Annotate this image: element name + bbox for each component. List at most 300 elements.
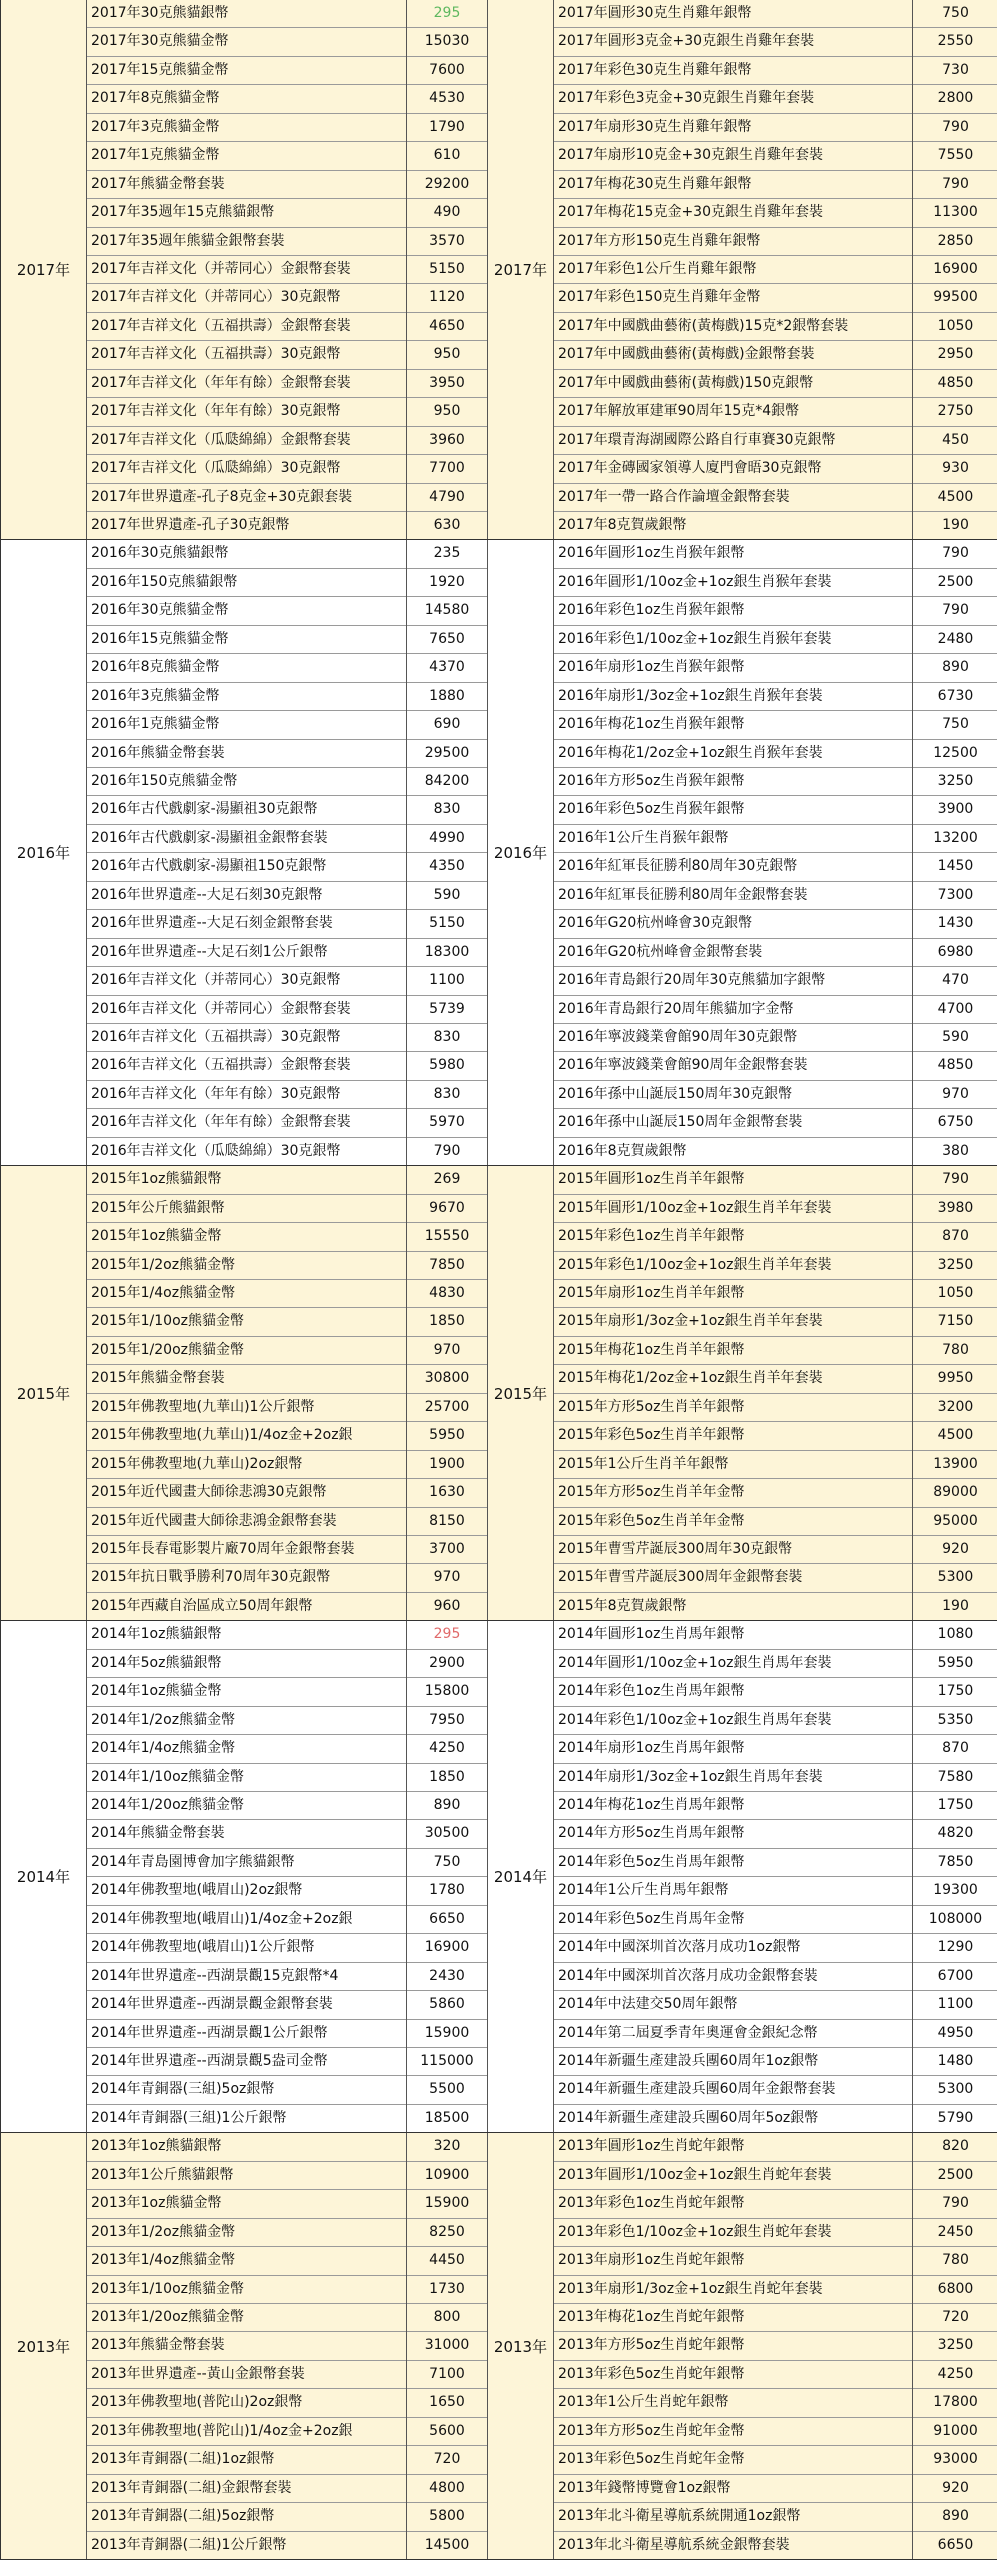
coin-name: 2013年青銅器(二組)1oz銀幣 bbox=[87, 2446, 406, 2473]
coin-name: 2016年吉祥文化（并蒂同心）金銀幣套裝 bbox=[87, 996, 406, 1023]
coin-price: 1730 bbox=[407, 2276, 487, 2303]
table-row bbox=[87, 2105, 487, 2133]
coin-price: 4650 bbox=[407, 313, 487, 340]
coin-name: 2015年佛教聖地(九華山)1公斤銀幣 bbox=[87, 1394, 406, 1421]
column-divider bbox=[86, 540, 87, 1166]
coin-name: 2016年30克熊貓銀幣 bbox=[87, 540, 406, 567]
table-row bbox=[554, 2276, 997, 2304]
table-row bbox=[87, 2133, 487, 2161]
coin-name: 2016年吉祥文化（年年有餘）金銀幣套裝 bbox=[87, 1109, 406, 1136]
coin-name: 2016年熊貓金幣套裝 bbox=[87, 740, 406, 767]
table-row bbox=[554, 910, 997, 938]
coin-name: 2015年1oz熊貓銀幣 bbox=[87, 1166, 406, 1193]
coin-name: 2014年彩色1oz生肖馬年銀幣 bbox=[554, 1678, 912, 1705]
coin-name: 2017年扇形30克生肖雞年銀幣 bbox=[554, 114, 912, 141]
table-row bbox=[87, 2304, 487, 2332]
year-block bbox=[1, 0, 997, 540]
table-row bbox=[554, 85, 997, 113]
coin-price: 4850 bbox=[913, 1052, 997, 1079]
coin-name: 2017年30克熊貓金幣 bbox=[87, 28, 406, 55]
coin-name: 2017年8克賀歲銀幣 bbox=[554, 512, 912, 539]
coin-name: 2014年彩色5oz生肖馬年銀幣 bbox=[554, 1849, 912, 1876]
table-row bbox=[87, 996, 487, 1024]
table-row bbox=[87, 1735, 487, 1763]
coin-name: 2017年吉祥文化（瓜瓞綿綿）金銀幣套裝 bbox=[87, 427, 406, 454]
coin-name: 2016年3克熊貓金幣 bbox=[87, 683, 406, 710]
table-row bbox=[87, 512, 487, 540]
coin-price: 1480 bbox=[913, 2048, 997, 2075]
coin-price: 18300 bbox=[407, 939, 487, 966]
coin-name: 2017年梅花30克生肖雞年銀幣 bbox=[554, 171, 912, 198]
coin-price: 4800 bbox=[407, 2475, 487, 2502]
coin-name: 2016年彩色1/10oz金+1oz銀生肖猴年套裝 bbox=[554, 626, 912, 653]
coin-price: 5600 bbox=[407, 2418, 487, 2445]
table-row bbox=[554, 740, 997, 768]
table-row bbox=[87, 740, 487, 768]
table-row bbox=[554, 2361, 997, 2389]
coin-name: 2017年金磚國家領導人廈門會晤30克銀幣 bbox=[554, 455, 912, 482]
coin-price: 7150 bbox=[913, 1308, 997, 1335]
coin-price: 780 bbox=[913, 2247, 997, 2274]
table-row bbox=[554, 256, 997, 284]
table-row bbox=[87, 1849, 487, 1877]
coin-name: 2015年佛教聖地(九華山)1/4oz金+2oz銀 bbox=[87, 1422, 406, 1449]
table-row bbox=[554, 341, 997, 369]
coin-name: 2017年35週年熊貓金銀幣套裝 bbox=[87, 228, 406, 255]
table-row bbox=[554, 2219, 997, 2247]
coin-name: 2016年G20杭州峰會30克銀幣 bbox=[554, 910, 912, 937]
table-row bbox=[554, 2247, 997, 2275]
table-row bbox=[554, 1252, 997, 1280]
column-divider bbox=[86, 0, 87, 540]
table-row bbox=[554, 2475, 997, 2503]
table-row bbox=[554, 484, 997, 512]
coin-name: 2014年中國深圳首次落月成功金銀幣套裝 bbox=[554, 1963, 912, 1990]
coin-name: 2017年彩色1公斤生肖雞年銀幣 bbox=[554, 256, 912, 283]
coin-name: 2016年吉祥文化（五福拱壽）金銀幣套裝 bbox=[87, 1052, 406, 1079]
table-row bbox=[554, 1536, 997, 1564]
coin-name: 2016年8克熊貓金幣 bbox=[87, 654, 406, 681]
coin-price: 3950 bbox=[407, 370, 487, 397]
coin-price: 470 bbox=[913, 967, 997, 994]
coin-name: 2016年15克熊貓金幣 bbox=[87, 626, 406, 653]
column-divider bbox=[553, 1621, 554, 2133]
coin-price: 890 bbox=[407, 1792, 487, 1819]
coin-name: 2016年青島銀行20周年熊貓加字金幣 bbox=[554, 996, 912, 1023]
coin-name: 2016年圓形1/10oz金+1oz銀生肖猴年套裝 bbox=[554, 569, 912, 596]
table-row bbox=[554, 1934, 997, 1962]
coin-price: 6730 bbox=[913, 683, 997, 710]
table-row bbox=[87, 199, 487, 227]
table-row bbox=[554, 1877, 997, 1905]
coin-price: 1850 bbox=[407, 1308, 487, 1335]
table-row bbox=[554, 2446, 997, 2474]
coin-name: 2015年長春電影製片廠70周年金銀幣套裝 bbox=[87, 1536, 406, 1563]
coin-price: 7100 bbox=[407, 2361, 487, 2388]
coin-name: 2016年梅花1oz生肖猴年銀幣 bbox=[554, 711, 912, 738]
coin-price: 870 bbox=[913, 1735, 997, 1762]
coin-price: 6800 bbox=[913, 2276, 997, 2303]
coin-name: 2015年佛教聖地(九華山)2oz銀幣 bbox=[87, 1451, 406, 1478]
coin-price: 4250 bbox=[913, 2361, 997, 2388]
table-row bbox=[87, 1138, 487, 1166]
coin-name: 2015年抗日戰爭勝利70周年30克銀幣 bbox=[87, 1564, 406, 1591]
coin-price: 890 bbox=[913, 654, 997, 681]
coin-name: 2015年梅花1oz生肖羊年銀幣 bbox=[554, 1337, 912, 1364]
coin-name: 2013年熊貓金幣套裝 bbox=[87, 2332, 406, 2359]
coin-name: 2015年彩色5oz生肖羊年金幣 bbox=[554, 1508, 912, 1535]
year-label: 2016年 bbox=[488, 540, 553, 1166]
column-divider bbox=[487, 1166, 488, 1621]
coin-name: 2013年1公斤熊貓銀幣 bbox=[87, 2162, 406, 2189]
coin-name: 2013年彩色5oz生肖蛇年銀幣 bbox=[554, 2361, 912, 2388]
table-row bbox=[554, 1422, 997, 1450]
column-divider bbox=[86, 2133, 87, 2560]
table-row bbox=[554, 967, 997, 995]
table-row bbox=[87, 882, 487, 910]
coin-name: 2015年西藏自治區成立50周年銀幣 bbox=[87, 1593, 406, 1620]
coin-price: 970 bbox=[913, 1081, 997, 1108]
table-row bbox=[87, 2076, 487, 2104]
coin-price: 750 bbox=[407, 1849, 487, 1876]
coin-price: 19300 bbox=[913, 1877, 997, 1904]
coin-name: 2016年G20杭州峰會金銀幣套裝 bbox=[554, 939, 912, 966]
table-row bbox=[87, 398, 487, 426]
table-row bbox=[87, 256, 487, 284]
coin-price: 790 bbox=[913, 114, 997, 141]
coin-name: 2015年曹雪芹誕辰300周年30克銀幣 bbox=[554, 1536, 912, 1563]
coin-name: 2017年熊貓金幣套裝 bbox=[87, 171, 406, 198]
coin-price: 6650 bbox=[407, 1906, 487, 1933]
table-row bbox=[554, 1195, 997, 1223]
table-row bbox=[87, 313, 487, 341]
coin-price: 4950 bbox=[913, 2020, 997, 2047]
coin-name: 2014年圓形1oz生肖馬年銀幣 bbox=[554, 1621, 912, 1648]
coin-price: 5150 bbox=[407, 256, 487, 283]
coin-price: 4370 bbox=[407, 654, 487, 681]
table-row bbox=[87, 1280, 487, 1308]
column-divider bbox=[86, 1621, 87, 2133]
coin-price: 1120 bbox=[407, 284, 487, 311]
table-row bbox=[554, 2076, 997, 2104]
coin-name: 2016年寧波錢業會館90周年30克銀幣 bbox=[554, 1024, 912, 1051]
coin-name: 2016年吉祥文化（年年有餘）30克銀幣 bbox=[87, 1081, 406, 1108]
table-row bbox=[554, 0, 997, 28]
table-row bbox=[554, 1052, 997, 1080]
table-row bbox=[87, 1052, 487, 1080]
coin-price: 2950 bbox=[913, 341, 997, 368]
table-row bbox=[87, 1479, 487, 1507]
coin-name: 2015年圓形1/10oz金+1oz銀生肖羊年套裝 bbox=[554, 1195, 912, 1222]
coin-name: 2013年青銅器(二組)5oz銀幣 bbox=[87, 2503, 406, 2530]
year-label: 2013年 bbox=[488, 2133, 553, 2560]
coin-price: 720 bbox=[407, 2446, 487, 2473]
coin-price: 960 bbox=[407, 1593, 487, 1620]
coin-price: 30500 bbox=[407, 1820, 487, 1847]
coin-price: 29200 bbox=[407, 171, 487, 198]
coin-price: 11300 bbox=[913, 199, 997, 226]
coin-name: 2014年新疆生產建設兵團60周年金銀幣套裝 bbox=[554, 2076, 912, 2103]
coin-price: 920 bbox=[913, 1536, 997, 1563]
coin-price: 4530 bbox=[407, 85, 487, 112]
coin-price: 5350 bbox=[913, 1707, 997, 1734]
coin-name: 2015年8克賀歲銀幣 bbox=[554, 1593, 912, 1620]
coin-price: 1650 bbox=[407, 2389, 487, 2416]
table-row bbox=[554, 398, 997, 426]
table-row bbox=[87, 967, 487, 995]
coin-name: 2014年1oz熊貓金幣 bbox=[87, 1678, 406, 1705]
table-row bbox=[554, 1564, 997, 1592]
table-row bbox=[87, 1337, 487, 1365]
column-divider bbox=[912, 0, 913, 540]
coin-name: 2014年方形5oz生肖馬年銀幣 bbox=[554, 1820, 912, 1847]
coin-price: 7650 bbox=[407, 626, 487, 653]
coin-name: 2015年梅花1/2oz金+1oz銀生肖羊年套裝 bbox=[554, 1365, 912, 1392]
table-row bbox=[87, 1792, 487, 1820]
coin-price: 14500 bbox=[407, 2532, 487, 2559]
coin-price: 2750 bbox=[913, 398, 997, 425]
coin-name: 2013年世界遺產--黃山金銀幣套裝 bbox=[87, 2361, 406, 2388]
table-row bbox=[87, 1934, 487, 1962]
table-row bbox=[554, 1109, 997, 1137]
coin-name: 2017年彩色30克生肖雞年銀幣 bbox=[554, 57, 912, 84]
coin-name: 2015年方形5oz生肖羊年金幣 bbox=[554, 1479, 912, 1506]
coin-price: 3980 bbox=[913, 1195, 997, 1222]
coin-price: 9950 bbox=[913, 1365, 997, 1392]
coin-price: 4500 bbox=[913, 1422, 997, 1449]
coin-name: 2014年佛教聖地(峨眉山)1公斤銀幣 bbox=[87, 1934, 406, 1961]
table-row bbox=[87, 1223, 487, 1251]
coin-name: 2013年方形5oz生肖蛇年金幣 bbox=[554, 2418, 912, 2445]
coin-name: 2014年新疆生產建設兵團60周年1oz銀幣 bbox=[554, 2048, 912, 2075]
coin-name: 2013年1/4oz熊貓金幣 bbox=[87, 2247, 406, 2274]
coin-price: 108000 bbox=[913, 1906, 997, 1933]
coin-price: 3200 bbox=[913, 1394, 997, 1421]
column-divider bbox=[406, 1621, 407, 2133]
coin-name: 2015年圓形1oz生肖羊年銀幣 bbox=[554, 1166, 912, 1193]
table-row bbox=[554, 1308, 997, 1336]
coin-price: 3900 bbox=[913, 796, 997, 823]
table-row bbox=[87, 1365, 487, 1393]
table-row bbox=[87, 1820, 487, 1848]
coin-name: 2017年15克熊貓金幣 bbox=[87, 57, 406, 84]
coin-name: 2014年彩色1/10oz金+1oz銀生肖馬年套裝 bbox=[554, 1707, 912, 1734]
coin-name: 2014年青銅器(三組)1公斤銀幣 bbox=[87, 2105, 406, 2132]
table-row bbox=[87, 825, 487, 853]
year-block bbox=[1, 1621, 997, 2133]
coin-name: 2013年北斗衛星導航系統金銀幣套裝 bbox=[554, 2532, 912, 2559]
coin-price: 13200 bbox=[913, 825, 997, 852]
table-row bbox=[87, 796, 487, 824]
table-row bbox=[554, 370, 997, 398]
coin-price: 7850 bbox=[407, 1252, 487, 1279]
table-row bbox=[554, 2332, 997, 2360]
year-label: 2017年 bbox=[488, 0, 553, 540]
coin-price: 6750 bbox=[913, 1109, 997, 1136]
coin-price: 5150 bbox=[407, 910, 487, 937]
coin-name: 2015年1/4oz熊貓金幣 bbox=[87, 1280, 406, 1307]
table-row bbox=[554, 28, 997, 56]
coin-name: 2014年扇形1oz生肖馬年銀幣 bbox=[554, 1735, 912, 1762]
table-row bbox=[87, 711, 487, 739]
coin-price: 4500 bbox=[913, 484, 997, 511]
coin-price: 7850 bbox=[913, 1849, 997, 1876]
table-row bbox=[87, 1707, 487, 1735]
coin-price: 2500 bbox=[913, 569, 997, 596]
coin-name: 2017年環青海湖國際公路自行車賽30克銀幣 bbox=[554, 427, 912, 454]
coin-price: 610 bbox=[407, 142, 487, 169]
coin-name: 2016年古代戲劇家-湯顯祖30克銀幣 bbox=[87, 796, 406, 823]
coin-name: 2014年1公斤生肖馬年銀幣 bbox=[554, 1877, 912, 1904]
coin-name: 2016年扇形1/3oz金+1oz銀生肖猴年套裝 bbox=[554, 683, 912, 710]
coin-name: 2016年紅軍長征勝利80周年30克銀幣 bbox=[554, 853, 912, 880]
column-divider bbox=[86, 1166, 87, 1621]
coin-name: 2015年彩色1oz生肖羊年銀幣 bbox=[554, 1223, 912, 1250]
coin-price: 15900 bbox=[407, 2020, 487, 2047]
table-row bbox=[87, 1394, 487, 1422]
table-row bbox=[554, 1138, 997, 1166]
coin-name: 2014年世界遺產--西湖景觀金銀幣套裝 bbox=[87, 1991, 406, 2018]
coin-price: 15550 bbox=[407, 1223, 487, 1250]
coin-name: 2016年吉祥文化（并蒂同心）30克銀幣 bbox=[87, 967, 406, 994]
coin-price: 115000 bbox=[407, 2048, 487, 2075]
table-row bbox=[87, 910, 487, 938]
table-row bbox=[554, 2162, 997, 2190]
table-row bbox=[87, 1195, 487, 1223]
table-row bbox=[554, 825, 997, 853]
table-row bbox=[87, 1451, 487, 1479]
table-row bbox=[554, 768, 997, 796]
coin-price: 8150 bbox=[407, 1508, 487, 1535]
coin-price: 790 bbox=[913, 597, 997, 624]
coin-name: 2013年扇形1/3oz金+1oz銀生肖蛇年套裝 bbox=[554, 2276, 912, 2303]
table-row bbox=[87, 284, 487, 312]
coin-name: 2016年30克熊貓金幣 bbox=[87, 597, 406, 624]
table-row bbox=[87, 2048, 487, 2076]
coin-price: 1050 bbox=[913, 1280, 997, 1307]
coin-price: 13900 bbox=[913, 1451, 997, 1478]
table-row bbox=[554, 1280, 997, 1308]
coin-price: 790 bbox=[913, 1166, 997, 1193]
coin-name: 2014年5oz熊貓銀幣 bbox=[87, 1650, 406, 1677]
table-row bbox=[87, 370, 487, 398]
table-row bbox=[554, 2020, 997, 2048]
coin-name: 2016年方形5oz生肖猴年銀幣 bbox=[554, 768, 912, 795]
coin-price: 490 bbox=[407, 199, 487, 226]
coin-price: 5980 bbox=[407, 1052, 487, 1079]
coin-name: 2017年圓形30克生肖雞年銀幣 bbox=[554, 0, 912, 27]
table-row bbox=[87, 2446, 487, 2474]
table-row bbox=[554, 512, 997, 540]
coin-name: 2017年梅花15克金+30克銀生肖雞年套裝 bbox=[554, 199, 912, 226]
coin-price: 750 bbox=[913, 0, 997, 27]
coin-name: 2017年3克熊貓金幣 bbox=[87, 114, 406, 141]
table-row bbox=[87, 1991, 487, 2019]
coin-name: 2013年1/10oz熊貓金幣 bbox=[87, 2276, 406, 2303]
coin-name: 2015年近代國畫大師徐悲鴻30克銀幣 bbox=[87, 1479, 406, 1506]
coin-price: 5300 bbox=[913, 1564, 997, 1591]
coin-price: 190 bbox=[913, 512, 997, 539]
table-row bbox=[87, 2389, 487, 2417]
table-row bbox=[87, 1564, 487, 1592]
coin-price: 1100 bbox=[913, 1991, 997, 2018]
coin-name: 2017年吉祥文化（五福拱壽）30克銀幣 bbox=[87, 341, 406, 368]
table-row bbox=[554, 540, 997, 568]
column-divider bbox=[553, 540, 554, 1166]
coin-price: 730 bbox=[913, 57, 997, 84]
table-row bbox=[554, 2304, 997, 2332]
table-row bbox=[554, 1678, 997, 1706]
coin-name: 2016年150克熊貓銀幣 bbox=[87, 569, 406, 596]
coin-name: 2013年青銅器(二組)1公斤銀幣 bbox=[87, 2532, 406, 2559]
coin-price: 1080 bbox=[913, 1621, 997, 1648]
coin-name: 2015年1oz熊貓金幣 bbox=[87, 1223, 406, 1250]
coin-price: 800 bbox=[407, 2304, 487, 2331]
table-row bbox=[554, 2190, 997, 2218]
table-row bbox=[87, 1536, 487, 1564]
table-row bbox=[87, 2361, 487, 2389]
table-row bbox=[554, 171, 997, 199]
coin-price: 950 bbox=[407, 398, 487, 425]
coin-price: 1630 bbox=[407, 1479, 487, 1506]
table-row bbox=[87, 654, 487, 682]
coin-price: 320 bbox=[407, 2133, 487, 2160]
coin-price: 25700 bbox=[407, 1394, 487, 1421]
coin-name: 2013年1公斤生肖蛇年銀幣 bbox=[554, 2389, 912, 2416]
year-label: 2014年 bbox=[1, 1621, 86, 2133]
coin-price: 15900 bbox=[407, 2190, 487, 2217]
coin-name: 2016年古代戲劇家-湯顯祖金銀幣套裝 bbox=[87, 825, 406, 852]
coin-name: 2016年彩色1oz生肖猴年銀幣 bbox=[554, 597, 912, 624]
table-row bbox=[87, 1166, 487, 1194]
coin-name: 2017年中國戲曲藝術(黃梅戲)15克*2銀幣套裝 bbox=[554, 313, 912, 340]
table-row bbox=[554, 796, 997, 824]
coin-price: 5790 bbox=[913, 2105, 997, 2132]
coin-price: 17800 bbox=[913, 2389, 997, 2416]
table-row bbox=[87, 2475, 487, 2503]
coin-price: 4830 bbox=[407, 1280, 487, 1307]
coin-name: 2014年新疆生產建設兵團60周年5oz銀幣 bbox=[554, 2105, 912, 2132]
table-row bbox=[554, 683, 997, 711]
coin-name: 2016年1克熊貓金幣 bbox=[87, 711, 406, 738]
coin-name: 2016年1公斤生肖猴年銀幣 bbox=[554, 825, 912, 852]
table-row bbox=[554, 2048, 997, 2076]
coin-name: 2016年古代戲劇家-湯顯祖150克銀幣 bbox=[87, 853, 406, 880]
coin-name: 2013年1/2oz熊貓金幣 bbox=[87, 2219, 406, 2246]
coin-price: 6980 bbox=[913, 939, 997, 966]
coin-name: 2014年彩色5oz生肖馬年金幣 bbox=[554, 1906, 912, 1933]
table-row bbox=[87, 57, 487, 85]
coin-name: 2014年圓形1/10oz金+1oz銀生肖馬年套裝 bbox=[554, 1650, 912, 1677]
coin-price: 29500 bbox=[407, 740, 487, 767]
coin-name: 2015年1/20oz熊貓金幣 bbox=[87, 1337, 406, 1364]
coin-price: 31000 bbox=[407, 2332, 487, 2359]
coin-name: 2013年佛教聖地(普陀山)2oz銀幣 bbox=[87, 2389, 406, 2416]
table-row bbox=[87, 1081, 487, 1109]
table-row bbox=[554, 1479, 997, 1507]
table-row bbox=[554, 853, 997, 881]
coin-name: 2015年扇形1oz生肖羊年銀幣 bbox=[554, 1280, 912, 1307]
table-row bbox=[554, 1451, 997, 1479]
coin-price: 2800 bbox=[913, 85, 997, 112]
coin-name: 2014年扇形1/3oz金+1oz銀生肖馬年套裝 bbox=[554, 1764, 912, 1791]
coin-price: 7300 bbox=[913, 882, 997, 909]
coin-name: 2013年扇形1oz生肖蛇年銀幣 bbox=[554, 2247, 912, 2274]
table-row bbox=[87, 0, 487, 28]
coin-name: 2016年孫中山誕辰150周年30克銀幣 bbox=[554, 1081, 912, 1108]
table-row bbox=[87, 1422, 487, 1450]
coin-price: 750 bbox=[913, 711, 997, 738]
